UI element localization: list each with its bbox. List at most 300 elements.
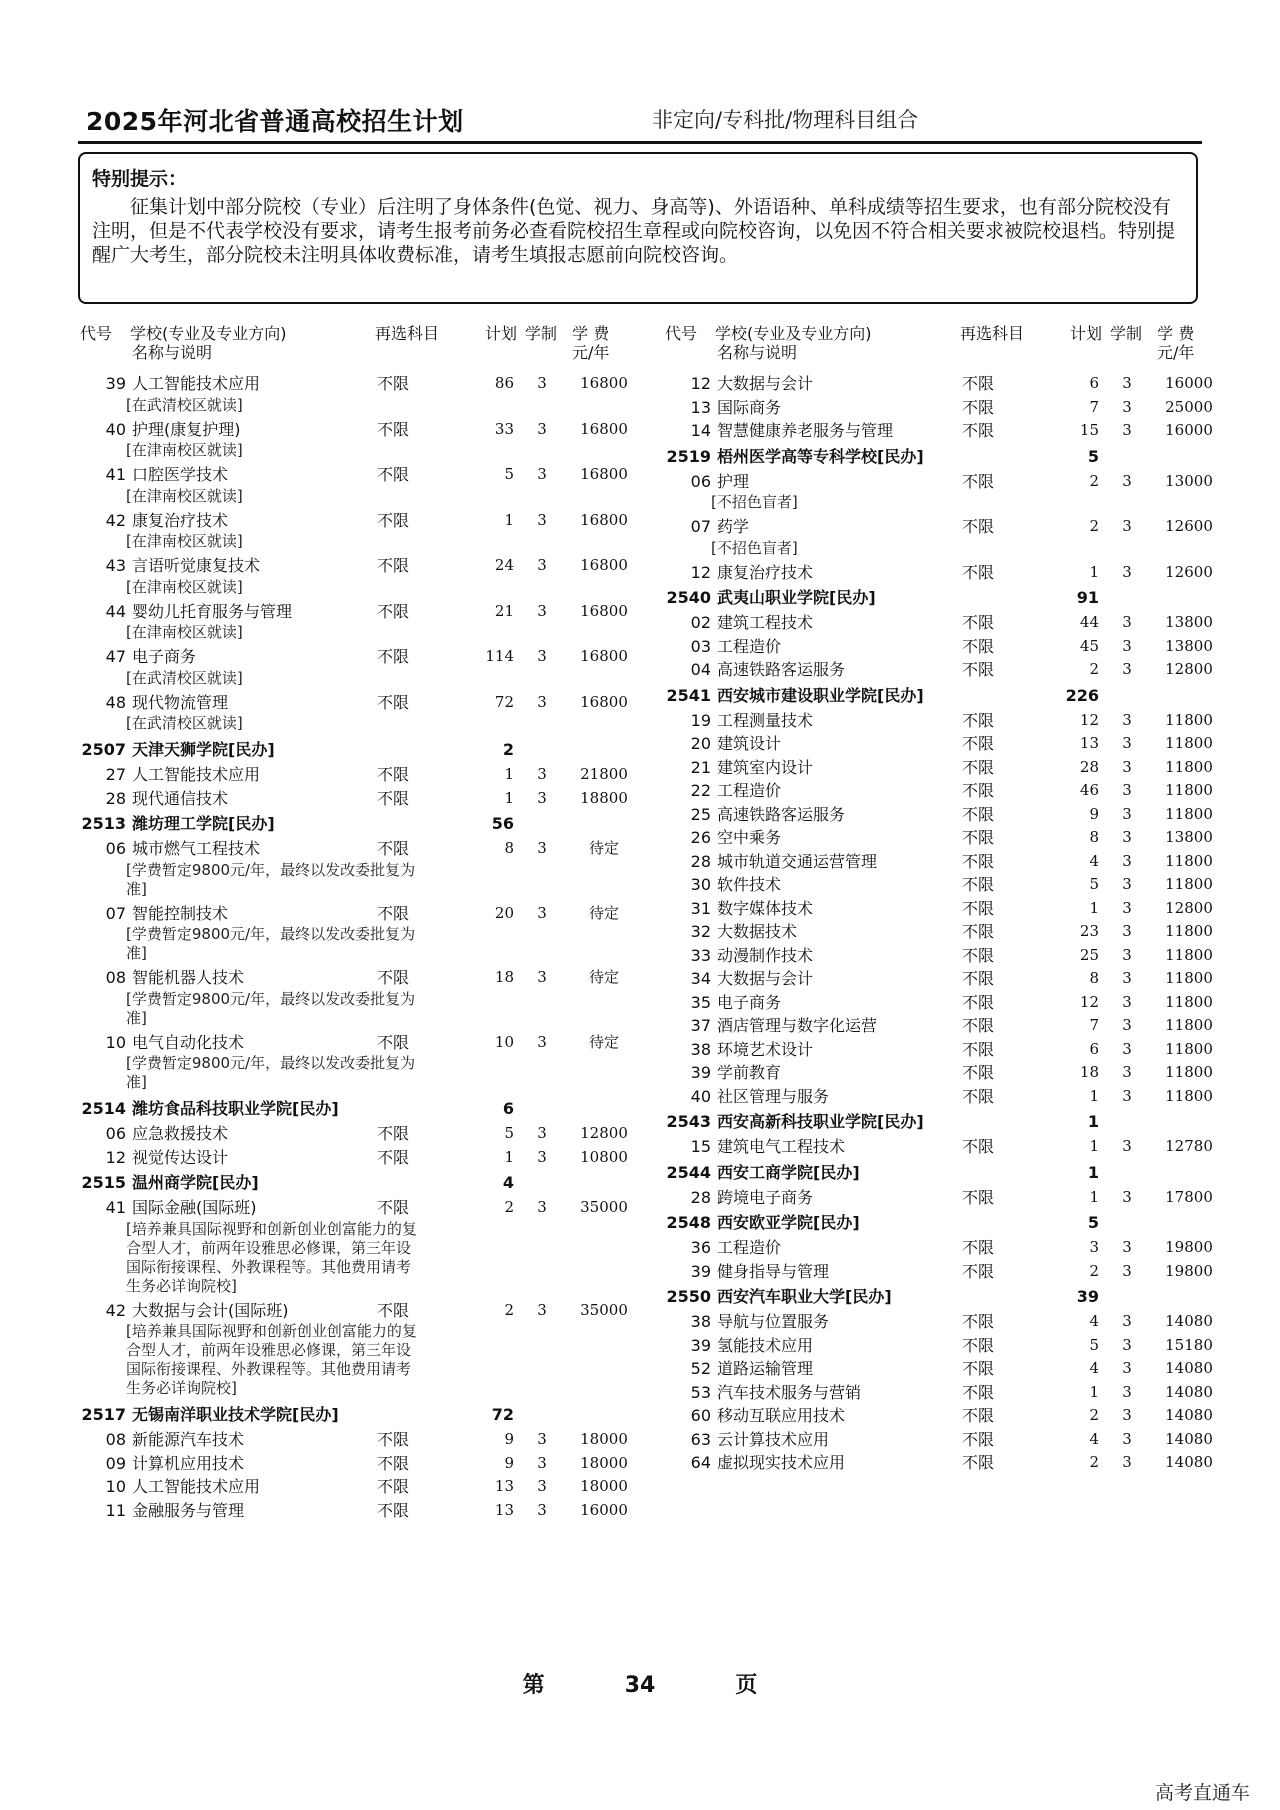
major-fee: 18800 (580, 788, 628, 807)
major-duration: 3 (537, 374, 547, 392)
major-plan: 1 (1089, 1382, 1099, 1401)
major-row (665, 1381, 1245, 1405)
major-code: 38 (690, 1039, 711, 1059)
major-fee: 待定 (588, 968, 619, 986)
major-note: [在武清校区就读] (126, 395, 243, 414)
major-row (665, 635, 1245, 659)
school-row (665, 1159, 1245, 1186)
major-name: 建筑电气工程技术 (717, 1137, 846, 1156)
major-row (665, 1085, 1245, 1109)
page-prefix: 第 (522, 1673, 545, 1698)
school-code: 2515 (81, 1173, 126, 1192)
major-duration: 3 (537, 1477, 547, 1495)
major-subject: 不限 (962, 969, 995, 988)
major-duration: 3 (1122, 1238, 1132, 1256)
major-subject: 不限 (962, 1335, 995, 1355)
major-fee: 14080 (1165, 1429, 1213, 1448)
major-plan: 1 (504, 1147, 514, 1166)
school-code: 2544 (666, 1162, 711, 1182)
major-subject: 不限 (962, 1429, 995, 1449)
major-code: 08 (105, 1430, 126, 1449)
major-plan: 2 (504, 1198, 514, 1216)
major-fee: 11800 (1165, 1016, 1213, 1034)
major-row (665, 991, 1245, 1015)
major-name: 健身指导与管理 (717, 1261, 830, 1281)
major-duration: 3 (1122, 710, 1132, 729)
major-plan: 13 (1079, 734, 1099, 752)
school-code: 2513 (81, 814, 126, 833)
major-duration: 3 (1122, 1137, 1132, 1155)
major-plan: 7 (1089, 397, 1099, 416)
major-fee: 13800 (1165, 636, 1213, 655)
major-code: 48 (105, 692, 126, 712)
major-fee: 11800 (1165, 1086, 1213, 1105)
major-fee: 11800 (1165, 1063, 1213, 1081)
major-name: 软件技术 (717, 875, 782, 894)
major-name: 婴幼儿托育服务与管理 (132, 601, 293, 621)
major-duration: 3 (537, 1300, 547, 1319)
school-row (665, 1108, 1245, 1135)
major-row (665, 470, 1245, 494)
col-fee: 学 费 元/年 (1157, 324, 1195, 362)
major-plan: 15 (1079, 421, 1099, 439)
major-name: 数字媒体技术 (717, 898, 814, 918)
major-subject: 不限 (962, 757, 995, 777)
page-suffix: 页 (735, 1673, 758, 1698)
major-plan: 1 (504, 765, 514, 783)
major-row (80, 763, 660, 787)
major-name: 虚拟现实技术应用 (717, 1453, 846, 1472)
major-fee: 11800 (1165, 922, 1213, 940)
major-duration: 3 (537, 1430, 547, 1448)
major-fee: 11800 (1165, 710, 1213, 729)
major-fee: 11800 (1165, 875, 1213, 893)
major-code: 02 (690, 613, 711, 632)
major-subject: 不限 (962, 1016, 995, 1035)
major-plan: 7 (1089, 1016, 1099, 1034)
major-subject: 不限 (962, 562, 995, 582)
major-duration: 3 (537, 647, 547, 665)
major-subject: 不限 (377, 601, 410, 621)
school-row (665, 443, 1245, 470)
rows-right (665, 372, 1245, 1475)
major-row (665, 1038, 1245, 1062)
major-duration: 3 (537, 692, 547, 711)
major-plan: 4 (1089, 851, 1099, 870)
major-subject: 不限 (962, 1063, 995, 1082)
col-plan: 计划 (485, 324, 518, 343)
major-plan: 20 (494, 903, 514, 922)
major-note: [在武清校区就读] (126, 714, 243, 732)
major-plan: 2 (1089, 517, 1099, 535)
major-subject: 不限 (962, 471, 995, 491)
major-fee: 11800 (1165, 781, 1213, 799)
major-duration: 3 (1122, 613, 1132, 631)
major-code: 06 (105, 839, 126, 858)
major-code: 39 (690, 1063, 711, 1082)
major-name: 氢能技术应用 (717, 1335, 814, 1355)
school-code: 2543 (666, 1112, 711, 1131)
major-note: [学费暂定9800元/年，最终以发改委批复为 准] (126, 989, 416, 1027)
major-name: 工程造价 (717, 1238, 782, 1257)
school-code: 2541 (666, 685, 711, 705)
table-header (80, 324, 660, 366)
major-fee: 14080 (1165, 1312, 1213, 1330)
major-duration: 3 (537, 839, 547, 857)
major-subject: 不限 (962, 828, 995, 847)
major-code: 28 (690, 851, 711, 871)
major-duration: 3 (1122, 1453, 1132, 1471)
major-plan: 6 (1089, 374, 1099, 392)
major-row (665, 1428, 1245, 1452)
major-name: 视觉传达设计 (132, 1147, 229, 1167)
major-name: 计算机应用技术 (132, 1453, 245, 1473)
major-name: 新能源汽车技术 (132, 1430, 245, 1449)
major-plan: 28 (1079, 757, 1099, 776)
col-subject: 再选科目 (960, 324, 1025, 343)
school-plan: 5 (1087, 1213, 1099, 1232)
major-plan: 1 (1089, 1187, 1099, 1206)
major-note: [不招色盲者] (711, 538, 798, 557)
school-name: 无锡南洋职业技术学院[民办] (132, 1405, 339, 1424)
major-duration: 3 (537, 765, 547, 783)
major-code: 36 (690, 1238, 711, 1257)
major-duration: 3 (537, 968, 547, 986)
major-subject: 不限 (377, 1124, 410, 1143)
major-code: 35 (690, 992, 711, 1012)
school-name: 梧州医学高等专科学校[民办] (717, 446, 924, 466)
major-plan: 21 (494, 601, 514, 620)
major-fee: 11800 (1165, 945, 1213, 964)
major-code: 14 (690, 421, 711, 440)
school-name: 西安汽车职业大学[民办] (717, 1287, 892, 1306)
major-duration: 3 (1122, 1382, 1132, 1401)
major-row (665, 873, 1245, 897)
major-code: 40 (105, 419, 126, 439)
major-duration: 3 (1122, 1086, 1132, 1105)
major-row (665, 756, 1245, 780)
page-number-value: 34 (624, 1673, 656, 1698)
major-note: [不招色盲者] (711, 493, 798, 511)
major-code: 27 (105, 765, 126, 784)
major-duration: 3 (1122, 734, 1132, 752)
major-code: 12 (105, 1147, 126, 1167)
major-fee: 16800 (580, 692, 628, 711)
major-name: 酒店管理与数字化运营 (717, 1016, 878, 1035)
major-subject: 不限 (377, 692, 410, 712)
major-fee: 16800 (580, 601, 628, 620)
major-plan: 9 (504, 1453, 514, 1472)
major-code: 06 (105, 1124, 126, 1143)
major-row (665, 709, 1245, 733)
school-name: 潍坊食品科技职业学院[民办] (132, 1099, 339, 1118)
major-subject: 不限 (377, 1198, 410, 1217)
major-code: 53 (690, 1382, 711, 1402)
major-name: 建筑工程技术 (717, 613, 814, 632)
major-duration: 3 (1122, 1187, 1132, 1206)
major-subject: 不限 (962, 397, 995, 417)
major-duration: 3 (1122, 1335, 1132, 1354)
major-row (80, 645, 660, 669)
major-code: 40 (690, 1086, 711, 1106)
school-plan: 6 (502, 1099, 514, 1118)
major-code: 32 (690, 922, 711, 941)
major-name: 大数据技术 (717, 922, 798, 941)
major-row (80, 1452, 660, 1476)
major-plan: 4 (1089, 1359, 1099, 1377)
major-fee: 待定 (588, 839, 619, 857)
col-plan: 计划 (1070, 324, 1103, 343)
major-name: 空中乘务 (717, 828, 782, 847)
major-duration: 3 (1122, 1063, 1132, 1081)
major-duration: 3 (1122, 992, 1132, 1011)
major-fee: 11800 (1165, 992, 1213, 1011)
major-subject: 不限 (377, 1453, 410, 1473)
major-name: 智能控制技术 (132, 903, 229, 923)
major-duration: 3 (1122, 397, 1132, 416)
major-code: 21 (690, 757, 711, 777)
major-duration: 3 (1122, 781, 1132, 799)
major-note: [培养兼具国际视野和创新创业创富能力的复 合型人才，前两年设雅思必修课，第三年设 国际衔接课程、外教课程等。其他费用请考 生务必详询院校] (126, 1219, 417, 1295)
school-row (665, 584, 1245, 611)
major-duration: 3 (537, 903, 547, 922)
major-plan: 8 (504, 839, 514, 857)
major-row (80, 1196, 660, 1220)
major-code: 33 (690, 945, 711, 965)
major-name: 电子商务 (132, 647, 197, 666)
major-subject: 不限 (377, 1032, 410, 1052)
school-plan: 2 (502, 740, 514, 759)
school-code: 2540 (666, 588, 711, 607)
plan-table-left (80, 324, 660, 1522)
major-code: 12 (690, 374, 711, 393)
major-code: 38 (690, 1312, 711, 1331)
major-name: 道路运输管理 (717, 1359, 814, 1378)
major-name: 智慧健康养老服务与管理 (717, 421, 894, 440)
major-row (80, 691, 660, 715)
major-fee: 16800 (580, 556, 628, 574)
major-note: [培养兼具国际视野和创新创业创富能力的复 合型人才，前两年设雅思必修课，第三年设 国际衔接课程、外教课程等。其他费用请考 生务必详询院校] (126, 1322, 417, 1397)
major-code: 09 (105, 1453, 126, 1473)
major-code: 07 (690, 517, 711, 536)
major-subject: 不限 (377, 1147, 410, 1167)
major-code: 47 (105, 647, 126, 666)
school-row (665, 1209, 1245, 1236)
major-row (665, 419, 1245, 443)
major-fee: 19800 (1165, 1238, 1213, 1256)
major-name: 人工智能技术应用 (132, 1477, 261, 1496)
major-row (665, 1260, 1245, 1284)
major-plan: 18 (494, 968, 514, 986)
school-row (80, 1401, 660, 1428)
major-duration: 3 (537, 465, 547, 483)
notice-title: 特别提示： (92, 168, 188, 190)
major-subject: 不限 (962, 1453, 995, 1472)
major-subject: 不限 (962, 1137, 995, 1156)
major-row (665, 826, 1245, 850)
major-fee: 11800 (1165, 1039, 1213, 1058)
header-rule (78, 141, 1202, 144)
major-plan: 86 (494, 374, 514, 392)
major-name: 药学 (717, 517, 750, 536)
school-row (80, 810, 660, 837)
major-duration: 3 (1122, 1261, 1132, 1280)
major-code: 37 (690, 1016, 711, 1035)
school-name: 潍坊理工学院[民办] (132, 814, 275, 833)
major-subject: 不限 (962, 1187, 995, 1207)
major-name: 人工智能技术应用 (132, 765, 261, 784)
major-plan: 4 (1089, 1312, 1099, 1330)
major-plan: 44 (1079, 613, 1099, 631)
major-code: 42 (105, 510, 126, 530)
major-subject: 不限 (962, 898, 995, 918)
major-row (80, 787, 660, 811)
major-plan: 45 (1079, 636, 1099, 655)
major-code: 39 (105, 374, 126, 393)
major-row (80, 372, 660, 396)
major-name: 康复治疗技术 (132, 510, 229, 530)
major-code: 42 (105, 1300, 126, 1320)
major-row (80, 1499, 660, 1523)
major-duration: 3 (1122, 828, 1132, 846)
major-row (80, 509, 660, 533)
major-duration: 3 (1122, 1359, 1132, 1377)
major-code: 39 (690, 1335, 711, 1355)
major-row (665, 1357, 1245, 1381)
major-plan: 23 (1079, 922, 1099, 940)
major-plan: 1 (1089, 1137, 1099, 1155)
major-plan: 2 (1089, 1261, 1099, 1280)
major-fee: 11800 (1165, 757, 1213, 776)
major-subject: 不限 (377, 765, 410, 784)
major-name: 大数据与会计(国际班) (132, 1300, 289, 1320)
school-code: 2550 (666, 1287, 711, 1306)
major-subject: 不限 (962, 1086, 995, 1106)
major-code: 03 (690, 636, 711, 656)
major-row (665, 1236, 1245, 1260)
major-name: 智能机器人技术 (132, 968, 245, 987)
major-fee: 待定 (588, 903, 619, 922)
major-fee: 12800 (580, 1124, 628, 1142)
major-name: 国际金融(国际班) (132, 1198, 257, 1217)
major-row (665, 897, 1245, 921)
major-name: 言语听觉康复技术 (132, 556, 261, 575)
major-name: 城市燃气工程技术 (132, 839, 261, 858)
school-plan: 91 (1076, 588, 1099, 607)
major-plan: 4 (1089, 1429, 1099, 1448)
major-plan: 1 (504, 510, 514, 529)
major-plan: 72 (494, 692, 514, 711)
major-subject: 不限 (377, 1300, 410, 1320)
major-duration: 3 (1122, 660, 1132, 678)
major-duration: 3 (537, 556, 547, 574)
major-subject: 不限 (377, 968, 410, 987)
major-plan: 1 (504, 788, 514, 807)
major-fee: 35000 (580, 1300, 628, 1319)
major-code: 07 (105, 903, 126, 923)
major-duration: 3 (537, 788, 547, 807)
page-number (0, 1668, 1280, 1699)
major-name: 金融服务与管理 (132, 1500, 245, 1520)
major-subject: 不限 (962, 517, 995, 536)
major-name: 环境艺术设计 (717, 1039, 814, 1059)
major-plan: 24 (494, 556, 514, 574)
school-name: 天津天狮学院[民办] (132, 740, 275, 759)
major-row (665, 372, 1245, 396)
major-plan: 5 (504, 1124, 514, 1142)
col-code: 代号 (80, 324, 113, 343)
major-row (80, 1475, 660, 1499)
major-fee: 12800 (1165, 898, 1213, 917)
major-name: 护理(康复护理) (132, 419, 241, 439)
major-duration: 3 (537, 1032, 547, 1051)
school-plan: 4 (502, 1173, 514, 1192)
major-fee: 12800 (1165, 660, 1213, 678)
major-name: 高速铁路客运服务 (717, 660, 846, 679)
major-subject: 不限 (962, 875, 995, 894)
major-plan: 33 (494, 419, 514, 438)
notice-box (78, 152, 1198, 304)
major-plan: 9 (504, 1430, 514, 1448)
major-duration: 3 (1122, 471, 1132, 490)
major-name: 应急救援技术 (132, 1124, 229, 1143)
major-fee: 15180 (1165, 1335, 1213, 1354)
major-name: 移动互联应用技术 (717, 1406, 846, 1425)
major-duration: 3 (1122, 636, 1132, 655)
major-name: 学前教育 (717, 1063, 782, 1082)
major-subject: 不限 (377, 1500, 410, 1520)
major-row (665, 779, 1245, 803)
major-name: 人工智能技术应用 (132, 374, 261, 393)
major-plan: 2 (1089, 471, 1099, 490)
major-subject: 不限 (377, 788, 410, 808)
major-duration: 3 (1122, 421, 1132, 439)
major-plan: 1 (1089, 898, 1099, 917)
major-subject: 不限 (962, 734, 995, 753)
major-fee: 16000 (1165, 421, 1213, 439)
major-plan: 13 (494, 1477, 514, 1495)
major-name: 建筑设计 (717, 734, 782, 753)
col-duration: 学制 (525, 324, 558, 343)
major-note: [学费暂定9800元/年，最终以发改委批复为 准] (126, 860, 416, 898)
school-code: 2517 (81, 1405, 126, 1424)
major-name: 工程造价 (717, 636, 782, 656)
major-code: 06 (690, 471, 711, 491)
major-fee: 13000 (1165, 471, 1213, 490)
major-row (665, 1014, 1245, 1038)
major-duration: 3 (1122, 1429, 1132, 1448)
major-duration: 3 (537, 1453, 547, 1472)
major-subject: 不限 (962, 613, 995, 632)
major-code: 25 (690, 804, 711, 824)
major-subject: 不限 (377, 556, 410, 575)
major-row (665, 611, 1245, 635)
major-code: 60 (690, 1406, 711, 1425)
major-fee: 16000 (1165, 374, 1213, 392)
school-code: 2519 (666, 446, 711, 466)
major-row (665, 803, 1245, 827)
major-row (80, 1146, 660, 1170)
major-code: 31 (690, 898, 711, 918)
major-plan: 3 (1089, 1238, 1099, 1256)
major-name: 城市轨道交通运营管理 (717, 851, 878, 871)
major-duration: 3 (537, 1147, 547, 1166)
major-duration: 3 (537, 1198, 547, 1216)
major-subject: 不限 (377, 903, 410, 923)
major-code: 12 (690, 562, 711, 582)
major-plan: 12 (1079, 992, 1099, 1011)
major-subject: 不限 (377, 465, 410, 484)
